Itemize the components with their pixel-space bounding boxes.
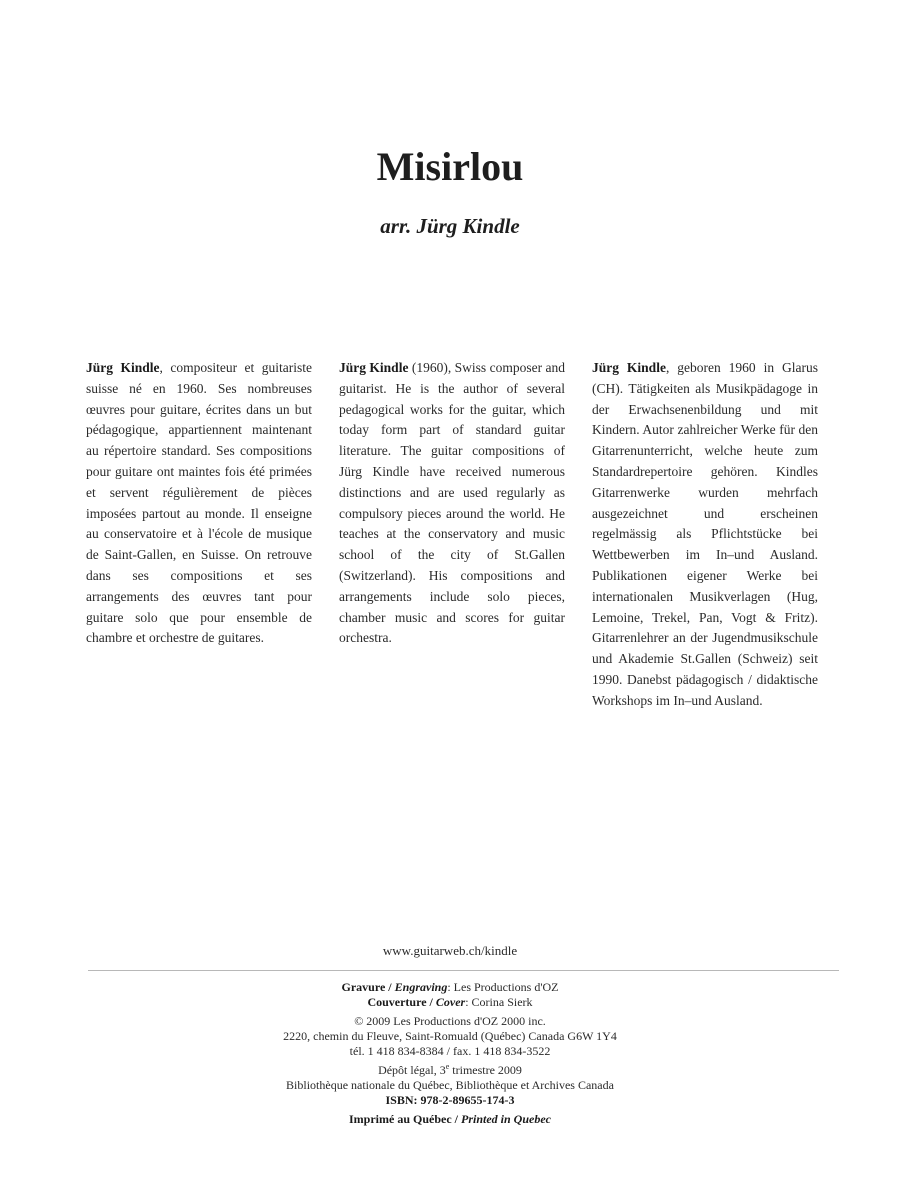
cover-credit: Couverture / Cover: Corina Sierk — [367, 995, 533, 1009]
bio-name: Jürg Kindle — [592, 360, 666, 375]
bio-column-english — [339, 358, 565, 649]
divider — [88, 970, 839, 971]
arranger-subtitle: arr. Jürg Kindle — [380, 214, 520, 238]
bio-name: Jürg Kindle — [86, 360, 160, 375]
engraving-credit: Gravure / Engraving: Les Productions d'OZ — [341, 980, 559, 994]
bio-column-german — [592, 358, 818, 712]
copyright-line: © 2009 Les Productions d'OZ 2000 inc. — [354, 1014, 546, 1028]
publisher-address: 2220, chemin du Fleuve, Saint-Romuald (Québec) Canada G6W 1Y4 — [283, 1029, 617, 1043]
library-line: Bibliothèque nationale du Québec, Bibliothèque et Archives Canada — [286, 1078, 614, 1092]
bio-column-french — [86, 358, 312, 649]
credits-block — [0, 980, 900, 1131]
bio-name: Jürg Kindle — [339, 360, 409, 375]
legal-deposit: Dépôt légal, 3e trimestre 2009 — [378, 1062, 522, 1077]
page-title: Misirlou — [376, 144, 524, 189]
isbn: ISBN: 978-2-89655-174-3 — [385, 1093, 515, 1107]
phone-fax: tél. 1 418 834-8384 / fax. 1 418 834-3522 — [349, 1044, 551, 1058]
bio-text: (1960), Swiss composer and guitarist. He is the author of several pedagogical works for the guitar, which today form part of standard guitar literature. The guitar compositions of Jürg Kindle have received numerous distinctions and are used regularly as compulsory pieces around the world. He teaches at the conservatory and music school of the city of St.Gallen (Switzerland). His compositions and arrangements include solo pieces, chamber music and scores for guitar orchestra. — [339, 360, 565, 646]
printed-in: Imprimé au Québec / Printed in Quebec — [349, 1112, 551, 1126]
bio-text: , compositeur et guitariste suisse né en 1960. Ses nombreuses œuvres pour guitare, écrites dans un but pédagogique, appartiennent maintenant au répertoire standard. Ses compositions pour guitare ont maintes fois été primées et servent régulièrement de pièces imposées partout au monde. Il enseigne au conservatoire et à l'école de musique de Saint-Gallen, en Suisse. On retrouve dans ses compositions et ses arrangements des œuvres tant pour guitare solo que pour ensemble de chambre et orchestre de guitares. — [86, 360, 312, 646]
bio-text: , geboren 1960 in Glarus (CH). Tätigkeiten als Musikpädagoge in der Erwachsenenbildung und mit Kindern. Autor zahlreicher Werke für den Gitarrenunterricht, welche heute zum Standardrepertoire gehören. Kindles Gitarrenwerke wurden mehrfach ausgezeichnet und erscheinen regelmässig als Pflichtstücke bei Wettbewerben im In–und Ausland. Publikationen eigener Werke bei internationalen Musikverlagen (Hug, Lemoine, Trekel, Pan, Vogt & Fritz). Gitarrenlehrer an der Jugendmusikschule und Akademie St.Gallen (Schweiz) seit 1990. Danebst pädagogisch / didaktische Workshops im In–und Ausland. — [592, 360, 818, 708]
website-link[interactable]: www.guitarweb.ch/kindle — [382, 943, 518, 958]
